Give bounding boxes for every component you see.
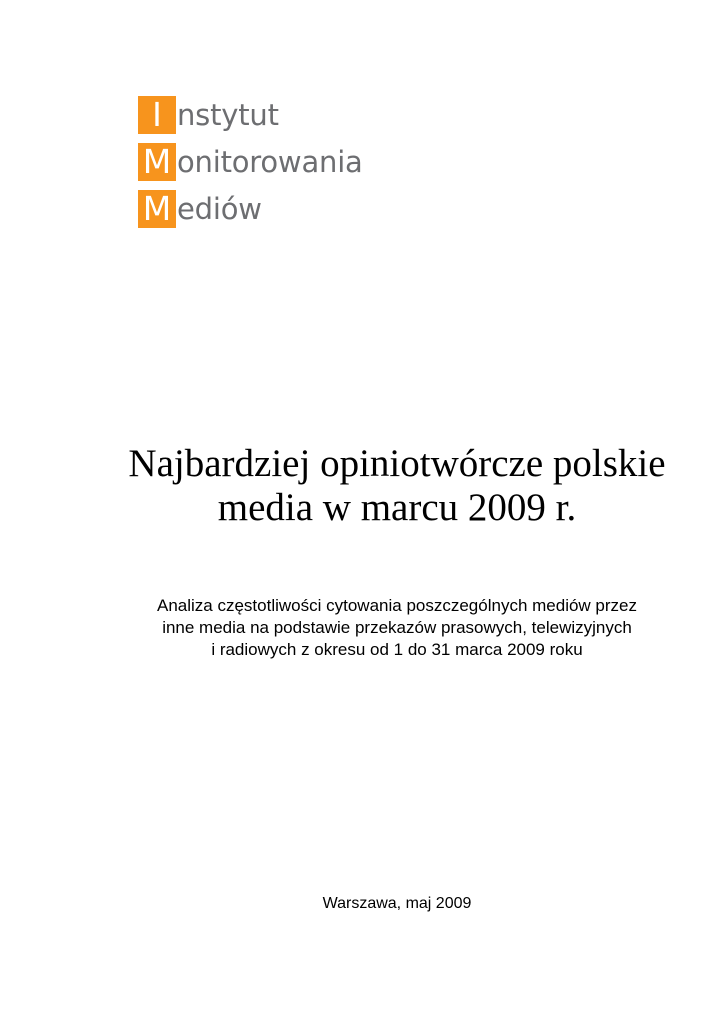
imm-logo (138, 96, 398, 228)
document-subtitle (60, 595, 724, 661)
logo-row-monitorowania (138, 143, 363, 181)
title-line: Najbardziej opiniotwórcze polskie (128, 442, 666, 485)
logo-letter-box: I (138, 96, 176, 134)
logo-word: onitorowania (177, 145, 363, 179)
title-line: media w marcu 2009 r. (217, 486, 577, 529)
subtitle-line: Analiza częstotliwości cytowania poszczególnych mediów przez (157, 596, 637, 615)
logo-word: ediów (177, 192, 262, 226)
logo-letter-box: M (138, 143, 176, 181)
logo-row-mediow (138, 190, 262, 228)
place-date: Warszawa, maj 2009 (322, 895, 472, 912)
subtitle-line: inne media na podstawie przekazów prasowych, telewizyjnych (162, 618, 632, 637)
logo-row-instytut (138, 96, 279, 134)
logo-letter-box: M (138, 190, 176, 228)
document-title (60, 442, 724, 530)
logo-word: nstytut (177, 98, 279, 132)
subtitle-line: i radiowych z okresu od 1 do 31 marca 2009 roku (211, 640, 583, 659)
